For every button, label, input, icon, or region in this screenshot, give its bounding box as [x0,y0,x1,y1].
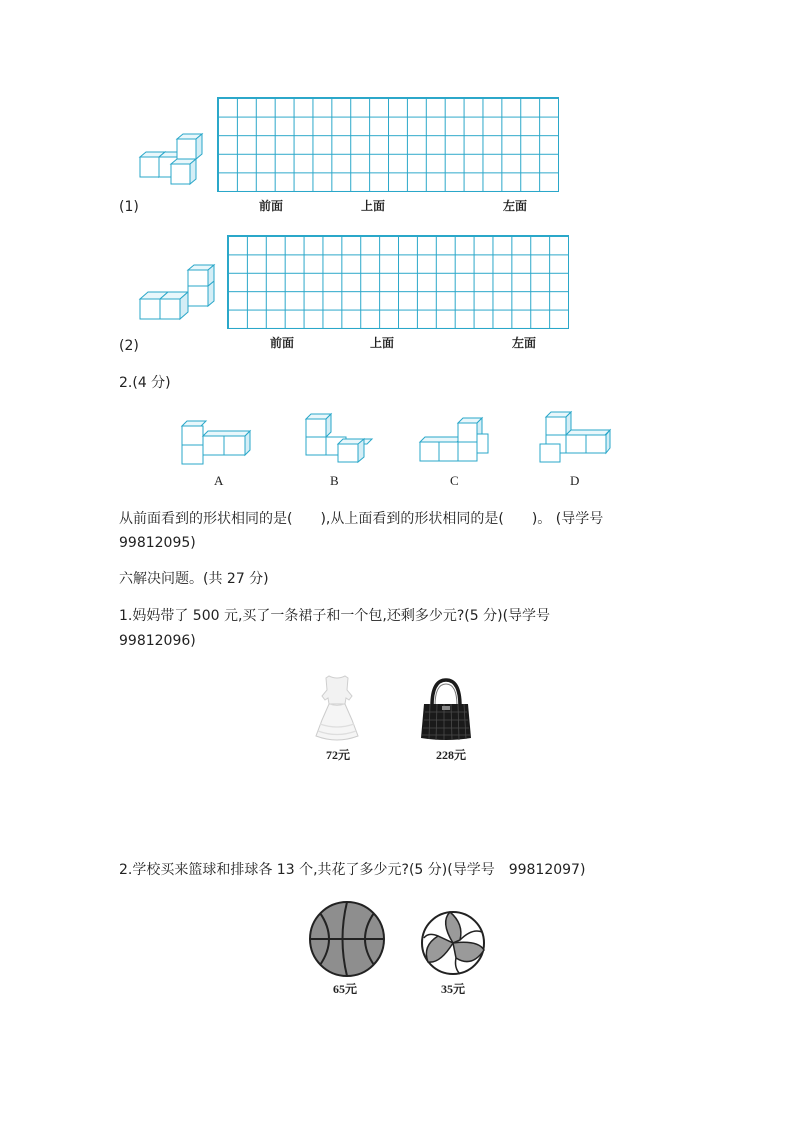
view-label-left-1: 左面 [503,199,528,213]
question-1-line-1: 1.妈妈带了 500 元,买了一条裙子和一个包,还剩多少元?(5 分)(导学号 [119,608,551,624]
answer-grid-2 [227,235,569,329]
question-1-line-2: 99812096) [119,633,196,649]
bag-price: 228元 [436,748,467,762]
figure-c [418,416,494,466]
basketball-price: 65元 [333,982,358,996]
volleyball-image [420,910,486,976]
figure-a [180,416,256,466]
handbag-image [420,676,472,742]
answer-grid-1 [217,97,559,192]
problem-2-question-line-1: 从前面看到的形状相同的是( ),从上面看到的形状相同的是( )。 (导学号 [119,511,604,527]
question-2-line-1: 2.学校买来篮球和排球各 13 个,共花了多少元?(5 分)(导学号 99812097) [119,862,586,878]
view-label-top-1: 上面 [361,199,386,213]
basketball-image [308,900,386,978]
section-6-title: 六解决问题。(共 27 分) [119,571,269,587]
view-label-front-1: 前面 [259,199,284,213]
view-label-left-2: 左面 [512,336,537,350]
choice-c-label: C [450,473,459,488]
dress-price: 72元 [326,748,351,762]
choice-a-label: A [214,473,224,488]
cube-figure-1 [138,130,208,190]
view-label-front-2: 前面 [270,336,295,350]
choice-b-label: B [330,473,339,488]
part-1-label: (1) [119,199,139,215]
choice-d-label: D [570,473,580,488]
cube-figure-2 [138,262,218,324]
problem-2-question-line-2: 99812095) [119,535,196,551]
dress-image [312,674,362,744]
view-label-top-2: 上面 [370,336,395,350]
figure-b [304,410,376,466]
volleyball-price: 35元 [441,982,466,996]
problem-2-heading: 2.(4 分) [119,375,171,391]
figure-d [538,410,614,466]
part-2-label: (2) [119,338,139,354]
